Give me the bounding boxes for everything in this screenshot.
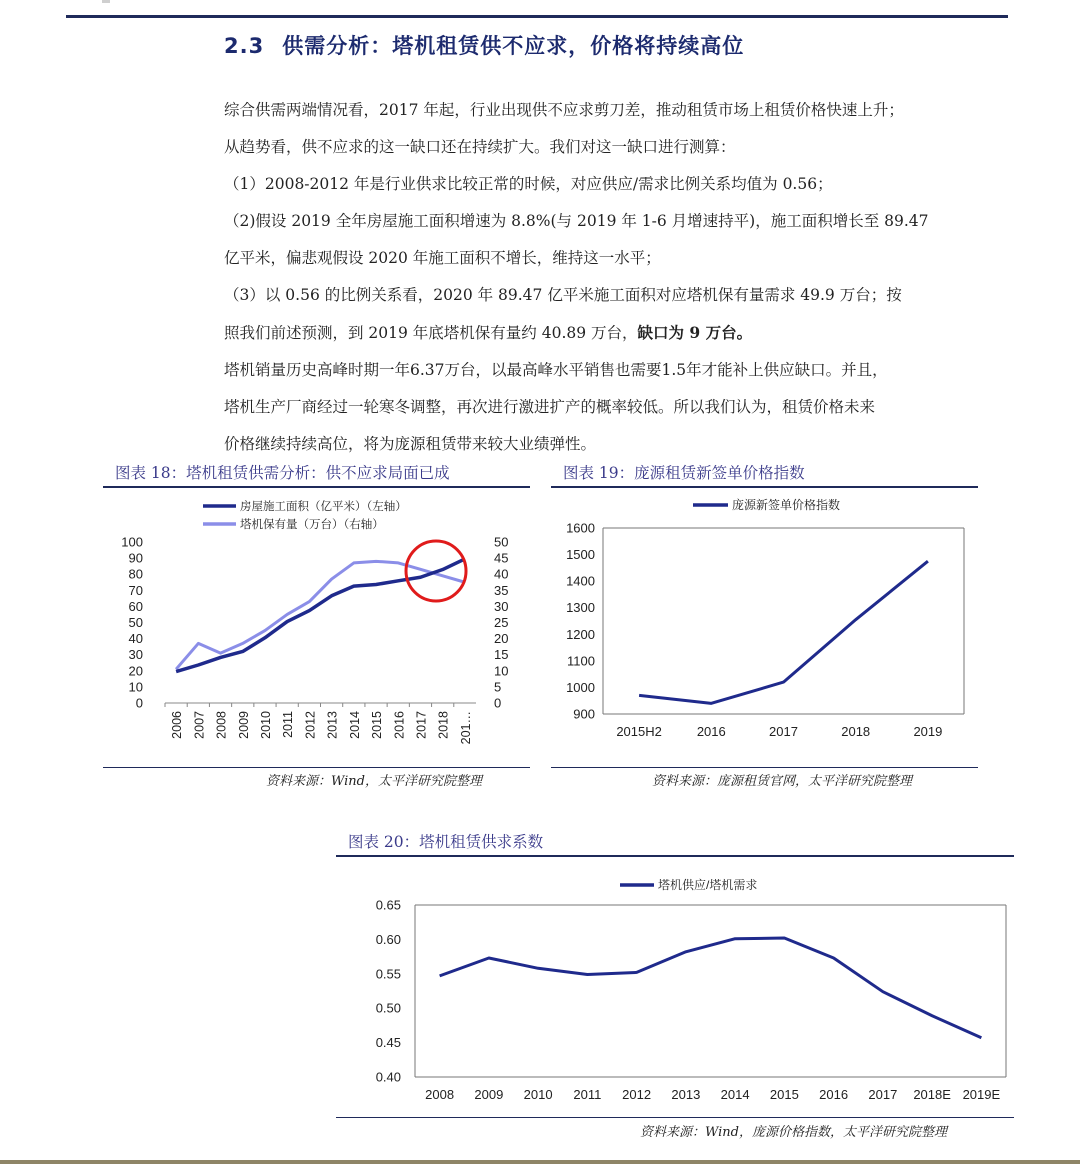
x-tick-label: 2007 bbox=[192, 711, 207, 739]
paragraph-prefix: 照我们前述预测，到 2019 年底塔机保有量约 40.89 万台， bbox=[224, 324, 638, 342]
x-tick-label: 2015H2 bbox=[616, 724, 662, 739]
figure-20-title bbox=[336, 830, 1014, 857]
paragraph-line: 综合供需两端情况看，2017 年起，行业出现供不应求剪刀差，推动租赁市场上租赁价格快速上升； bbox=[224, 101, 904, 119]
figure-19-title-text: 图表 19：庞源租赁新签单价格指数 bbox=[563, 464, 805, 482]
y-tick-label: 900 bbox=[573, 706, 595, 722]
paragraph-line: 塔机生产厂商经过一轮寒冬调整，再次进行激进扩产的概率较低。所以我们认为，租赁价格未来 bbox=[224, 398, 876, 416]
x-tick-label: 2018E bbox=[913, 1087, 951, 1102]
paragraph-line: 价格继续持续高位，将为庞源租赁带来较大业绩弹性。 bbox=[224, 435, 597, 453]
x-tick-label: 2016 bbox=[819, 1087, 849, 1102]
section-heading: 供需分析：塔机租赁供不应求，价格将持续高位 bbox=[282, 34, 745, 58]
y-right-tick-label: 35 bbox=[494, 582, 509, 598]
legend-label: 庞源新签单价格指数 bbox=[732, 498, 841, 512]
section-number: 2.3 bbox=[224, 34, 265, 58]
y-left-tick-label: 50 bbox=[128, 615, 143, 630]
x-tick-label: 2012 bbox=[303, 711, 318, 739]
x-tick-label: 2006 bbox=[170, 711, 185, 739]
x-tick-label: 2013 bbox=[671, 1087, 701, 1102]
figure-20-title-text: 图表 20：塔机租赁供求系数 bbox=[348, 833, 544, 851]
x-tick-label: 2008 bbox=[214, 711, 229, 739]
y-right-tick-label: 40 bbox=[494, 566, 509, 582]
x-tick-label: 2009 bbox=[474, 1087, 504, 1102]
x-tick-label: 2015 bbox=[769, 1087, 799, 1102]
figure-20-bottom-rule bbox=[336, 1117, 1014, 1118]
x-tick-label: 2019 bbox=[913, 724, 943, 739]
x-tick-label: 2018 bbox=[436, 711, 451, 739]
paragraph-bold-emphasis: 缺口为 9 万台。 bbox=[637, 323, 753, 342]
y-tick-label: 1000 bbox=[566, 679, 595, 695]
y-right-tick-label: 30 bbox=[494, 598, 509, 614]
y-tick-label: 0.40 bbox=[375, 1069, 401, 1085]
figure-18-bottom-rule bbox=[103, 767, 530, 768]
paragraph-line: 塔机销量历史高峰时期一年6.37万台，以最高峰水平销售也需要1.5年才能补上供应缺口。并且， bbox=[224, 361, 888, 379]
paragraph-line: 从趋势看，供不应求的这一缺口还在持续扩大。我们对这一缺口进行测算： bbox=[224, 138, 736, 156]
y-left-tick-label: 80 bbox=[128, 566, 143, 582]
x-tick-label: 2013 bbox=[325, 711, 340, 739]
header-rule bbox=[66, 15, 1008, 18]
series-line-supply-demand-ratio bbox=[440, 938, 982, 1038]
y-left-tick-label: 60 bbox=[128, 598, 143, 614]
y-tick-label: 1300 bbox=[566, 600, 595, 616]
corner-mark bbox=[102, 0, 110, 3]
x-tick-label: 2012 bbox=[622, 1087, 652, 1102]
y-right-tick-label: 50 bbox=[494, 534, 509, 550]
x-tick-label: 2014 bbox=[720, 1087, 750, 1102]
section-title bbox=[224, 30, 1024, 60]
x-tick-label: 2014 bbox=[347, 711, 362, 739]
figure-18-title-text: 图表 18：塔机租赁供需分析：供不应求局面已成 bbox=[115, 464, 450, 482]
y-right-tick-label: 15 bbox=[494, 647, 509, 663]
x-tick-label: 2011 bbox=[281, 711, 296, 738]
x-tick-label: 2017 bbox=[868, 1087, 898, 1102]
figure-19-title bbox=[551, 461, 978, 488]
legend-label: 房屋施工面积（亿平米）（左轴） bbox=[240, 501, 407, 513]
x-tick-label: 2017 bbox=[769, 724, 798, 739]
x-tick-label: 2019E bbox=[962, 1087, 1001, 1102]
paragraph-line: （3）以 0.56 的比例关系看，2020 年 89.47 亿平米施工面积对应塔机保有量需求 49.9 万台；按 bbox=[224, 286, 902, 304]
y-left-tick-label: 100 bbox=[121, 534, 143, 550]
x-tick-label: 2016 bbox=[392, 711, 407, 739]
x-tick-label: 2017 bbox=[414, 711, 429, 739]
y-tick-label: 0.50 bbox=[375, 1000, 401, 1016]
x-tick-label: 2015 bbox=[370, 711, 385, 739]
x-tick-label: 2009 bbox=[236, 711, 251, 739]
footer-rule bbox=[0, 1160, 1080, 1164]
legend-label: 塔机保有量（万台）（右轴） bbox=[240, 519, 384, 531]
y-tick-label: 0.65 bbox=[375, 897, 401, 913]
y-left-tick-label: 20 bbox=[128, 663, 143, 679]
y-right-tick-label: 25 bbox=[494, 615, 509, 630]
y-left-tick-label: 90 bbox=[128, 550, 143, 566]
figure-20-source: 资料来源：Wind，庞源价格指数，太平洋研究院整理 bbox=[640, 1125, 947, 1140]
paragraph-line-bold bbox=[224, 314, 1014, 352]
y-right-tick-label: 45 bbox=[494, 550, 509, 566]
y-right-tick-label: 0 bbox=[494, 695, 502, 711]
y-tick-label: 1600 bbox=[566, 520, 595, 536]
y-tick-label: 1400 bbox=[566, 573, 595, 589]
chart-18 bbox=[103, 490, 530, 765]
x-tick-label: 2008 bbox=[425, 1087, 455, 1102]
y-tick-label: 0.45 bbox=[375, 1035, 401, 1051]
y-left-tick-label: 10 bbox=[128, 679, 143, 695]
series-line-construction-area bbox=[176, 559, 465, 672]
paragraph-line: 亿平米，偏悲观假设 2020 年施工面积不增长，维持这一水平； bbox=[224, 249, 661, 267]
figure-18-title bbox=[103, 461, 530, 488]
chart-20 bbox=[336, 858, 1016, 1116]
y-tick-label: 0.55 bbox=[375, 966, 401, 982]
paragraph-line: （1）2008-2012 年是行业供求比较正常的时候，对应供应/需求比例关系均值为 0.56； bbox=[224, 175, 833, 193]
figure-19-bottom-rule bbox=[551, 767, 978, 768]
y-left-tick-label: 70 bbox=[128, 582, 143, 598]
y-left-tick-label: 40 bbox=[128, 631, 143, 647]
y-tick-label: 1500 bbox=[566, 547, 595, 563]
y-left-tick-label: 30 bbox=[128, 647, 143, 663]
x-tick-label: 2011 bbox=[573, 1087, 602, 1102]
x-tick-label: 2010 bbox=[258, 711, 273, 739]
y-right-tick-label: 10 bbox=[494, 663, 509, 679]
y-tick-label: 0.60 bbox=[375, 931, 401, 947]
y-right-tick-label: 20 bbox=[494, 631, 509, 647]
x-tick-label: 2016 bbox=[696, 724, 726, 739]
y-left-tick-label: 0 bbox=[135, 695, 143, 711]
x-tick-label: 2010 bbox=[523, 1087, 553, 1102]
chart-19 bbox=[551, 490, 981, 765]
series-line-price-index bbox=[639, 561, 928, 703]
figure-19-source: 资料来源：庞源租赁官网，太平洋研究院整理 bbox=[652, 774, 913, 789]
y-right-tick-label: 5 bbox=[494, 679, 502, 695]
x-tick-label: 2018 bbox=[841, 724, 871, 739]
legend-label: 塔机供应/塔机需求 bbox=[658, 878, 758, 892]
y-tick-label: 1100 bbox=[567, 653, 595, 669]
figure-18-source: 资料来源：Wind，太平洋研究院整理 bbox=[266, 774, 482, 789]
y-tick-label: 1200 bbox=[566, 626, 595, 642]
paragraph-line: （2)假设 2019 全年房屋施工面积增速为 8.8%(与 2019 年 1-6 月增速持平)，施工面积增长至 89.47 bbox=[224, 212, 929, 230]
body-text bbox=[224, 92, 1014, 463]
x-tick-label: 201… bbox=[458, 711, 473, 745]
